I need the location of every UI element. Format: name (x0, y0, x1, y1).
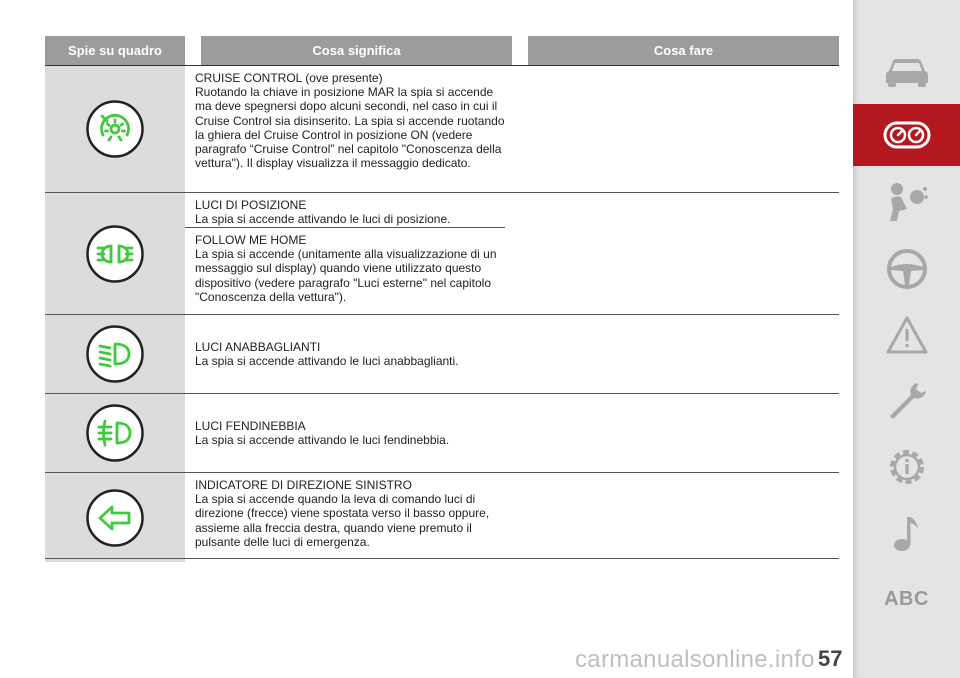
chapter-sidebar (853, 0, 960, 678)
table-header (45, 36, 839, 65)
row-text: La spia si accende attivando le luci anabbaglianti. (195, 354, 459, 368)
table-bottom-rule (45, 558, 839, 559)
car-icon (883, 53, 931, 89)
row-description (185, 193, 505, 227)
row-description-2 (185, 227, 505, 310)
sidebar-item-technical[interactable] (853, 436, 960, 498)
row-text-2: La spia si accende (unitamente alla visualizzazione di un messaggio sul display) quando viene utilizzato questo dispositivo (vedere paragrafo "Luci esterne" nel capitolo "Conoscenza della vettura"). (195, 247, 497, 304)
sidebar-item-dashboard[interactable] (853, 104, 960, 166)
row-text: Ruotando la chiave in posizione MAR la spia si accende ma deve spegnersi dopo alcuni secondi, nel caso in cui il Cruise Control sia disinserito. La spia si accende ruotando la ghiera del Cruise Control in posizione ON (vedere paragrafo “Cruise Control” nel capitolo "Conoscenza della vettura"). Il display visualizza il messaggio dedicato. (195, 85, 505, 171)
header-cosa-significa: Cosa significa (201, 36, 512, 65)
sidebar-item-airbag[interactable] (853, 172, 960, 234)
sidebar-item-steering[interactable] (853, 238, 960, 300)
row-caption: LUCI FENDINEBBIA (195, 418, 306, 433)
row-description (185, 473, 505, 555)
icon-cell (45, 66, 185, 192)
fog-lights-icon (85, 403, 145, 463)
sidebar-item-index[interactable] (853, 570, 960, 628)
dashboard-icon (883, 120, 931, 150)
left-turn-indicator-icon (85, 488, 145, 548)
row-description (185, 394, 505, 472)
music-note-icon (887, 511, 927, 555)
position-lights-icon (85, 224, 145, 284)
sidebar-item-car[interactable] (853, 40, 960, 102)
icon-cell (45, 193, 185, 314)
icon-cell (45, 394, 185, 472)
low-beam-icon (85, 324, 145, 384)
row-description (185, 315, 505, 393)
header-cosa-fare: Cosa fare (528, 36, 839, 65)
airbag-icon (885, 181, 929, 225)
row-caption: INDICATORE DI DIREZIONE SINISTRO (195, 478, 412, 492)
row-text: La spia si accende attivando le luci fendinebbia. (195, 433, 450, 447)
row-text: La spia si accende quando la leva di comando luci di direzione (frecce) viene spostata verso il basso oppure, assieme alla freccia destra, quando viene premuto il pulsante delle luci di emergenza. (195, 492, 490, 549)
row-caption-2: FOLLOW ME HOME (195, 233, 307, 247)
sidebar-item-warning[interactable] (853, 304, 960, 366)
warning-triangle-icon (885, 315, 929, 355)
icon-cell (45, 473, 185, 562)
row-text: La spia si accende attivando le luci di posizione. (195, 212, 451, 227)
wrench-icon (885, 379, 929, 423)
row-description (185, 66, 505, 176)
table-row (45, 393, 839, 472)
table-row (45, 472, 839, 562)
abc-label: ABC (884, 587, 929, 610)
sidebar-item-service[interactable] (853, 370, 960, 432)
header-spie: Spie su quadro (45, 36, 185, 65)
info-gear-icon (885, 445, 929, 489)
cruise-control-icon (85, 99, 145, 159)
steering-wheel-icon (885, 247, 929, 291)
page-number: 57 (818, 646, 843, 671)
watermark: carmanualsonline.info (575, 646, 815, 673)
icon-cell (45, 315, 185, 393)
table-row (45, 314, 839, 393)
table-row (45, 192, 839, 314)
row-caption: CRUISE CONTROL (ove presente) (195, 71, 383, 85)
row-caption: LUCI DI POSIZIONE (195, 198, 307, 212)
warning-lights-table (45, 36, 839, 562)
sidebar-item-multimedia[interactable] (853, 502, 960, 564)
row-caption: LUCI ANABBAGLIANTI (195, 339, 321, 354)
table-row (45, 65, 839, 192)
